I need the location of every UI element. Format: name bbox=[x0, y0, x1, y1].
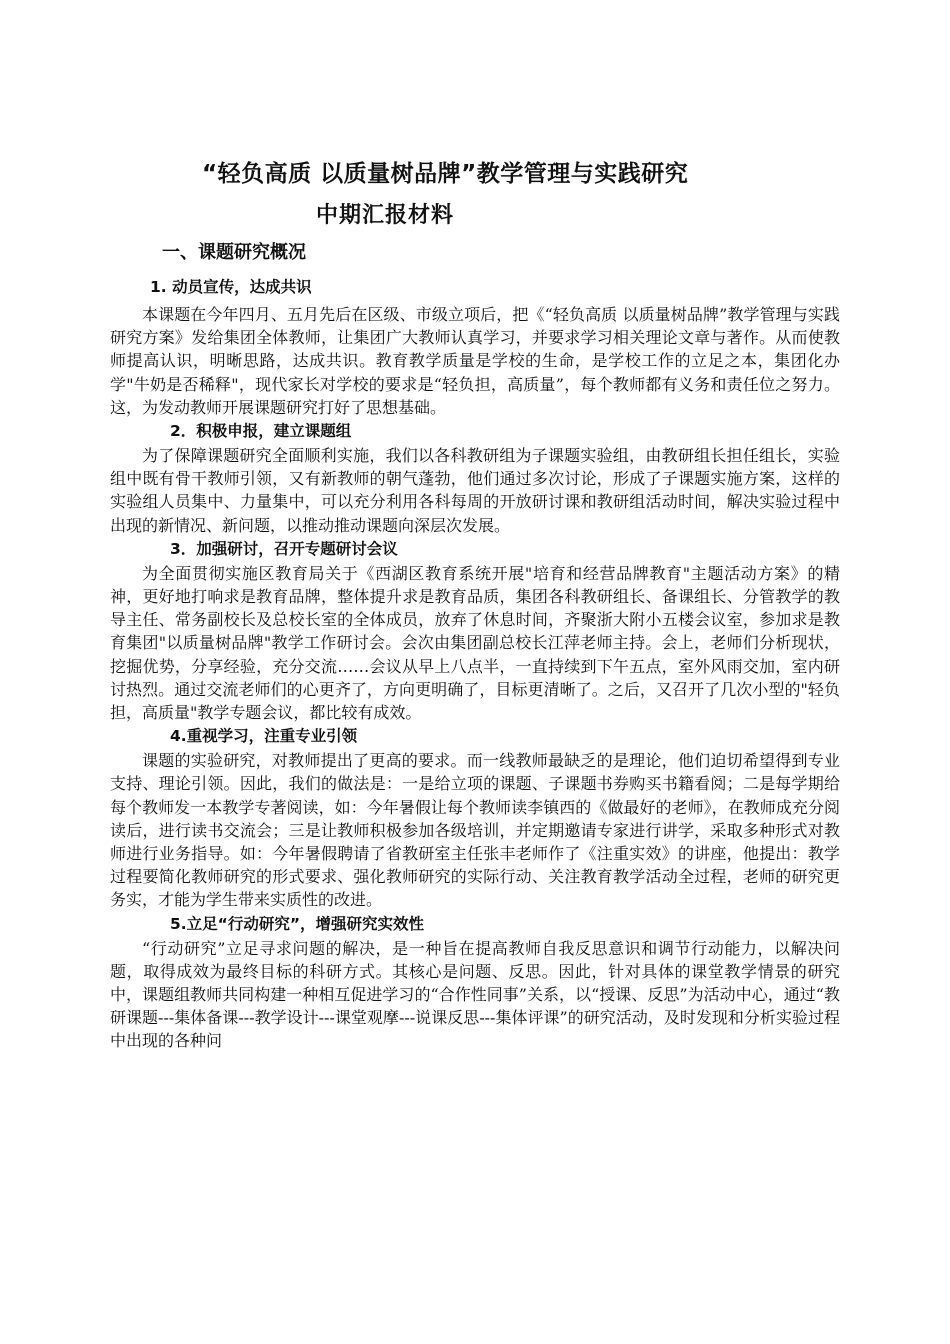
subsection-4-heading: 4.重视学习，注重专业引领 bbox=[170, 727, 358, 746]
subsection-1-heading: 1. 动员宣传，达成共识 bbox=[150, 278, 312, 296]
subsection-5-heading: 5.立足“行动研究”，增强研究实效性 bbox=[170, 914, 425, 933]
subsection-2-heading: 2．积极申报，建立课题组 bbox=[170, 422, 352, 441]
section-heading: 一、课题研究概况 bbox=[162, 242, 306, 263]
subsection-4-body: 课题的实验研究，对教师提出了更高的要求。而一线教师最缺乏的是理论，他们迫切希望得到专业支持、理论引领。因此，我们的做法是：一是给立项的课题、子课题书券购买书籍看阅；二是每学期给每个教师发一本教学专著阅读，如：今年暑假让每个教师读李镇西的《做最好的老师》，在教师成充分阅读后，进行读书交流会；三是让教师积极参加各级培训，并定期邀请专家进行讲学，采取多种形式对教师进行业务指导。如：今年暑假聘请了省教研室主任张丰老师作了《注重实效》的讲座，他提出：教学过程要简化教师研究的形式要求、强化教师研究的实际行动、关注教育教学活动全过程，老师的研究更务实，才能为学生带来实质性的改进。 bbox=[110, 751, 840, 910]
subsection-1-body: 本课题在今年四月、五月先后在区级、市级立项后，把《“轻负高质 以质量树品牌”教学管理与实践研究方案》发给集团全体教师，让集团广大教师认真学习，并要求学习相关理论文章与著作。从而使教师提高认识，明晰思路，达成共识。教育教学质量是学校的生命，是学校工作的立足之本，集团化办学"牛奶是否稀释"，现代家长对学校的要求是“轻负担，高质量”，每个教师都有义务和责任位之努力。这，为发动教师开展课题研究打好了思想基础。 bbox=[110, 305, 840, 417]
document-subtitle: 中期汇报材料 bbox=[316, 203, 455, 228]
subsection-2-body: 为了保障课题研究全面顺利实施，我们以各科教研组为子课题实验组，由教研组长担任组长，实验组中既有骨干教师引领，又有新教师的朝气蓬勃，他们通过多次讨论，形成了子课题实施方案，这样的实验组人员集中、力量集中，可以充分利用各科每周的开放研讨课和教研组活动时间，解决实验过程中出现的新情况、新问题，以推动推动课题向深层次发展。 bbox=[110, 446, 840, 535]
document-title: “轻负高质 以质量树品牌”教学管理与实践研究 bbox=[202, 161, 689, 187]
subsection-5-body: “行动研究”立足寻求问题的解决，是一种旨在提高教师自我反思意识和调节行动能力，以解决问题，取得成效为最终目标的科研方式。其核心是问题、反思。因此，针对具体的课堂教学情景的研究中，课题组教师共同构建一种相互促进学习的“合作性同事”关系，以“授课、反思”为活动中心，通过“教研课题---集体备课---教学设计---课堂观摩---说课反思---集体评课”的研究活动，及时发现和分析实验过程中出现的各种问 bbox=[110, 938, 840, 1051]
subsection-3-heading: 3．加强研讨，召开专题研讨会议 bbox=[170, 539, 398, 558]
subsection-3-body: 为全面贯彻实施区教育局关于《西湖区教育系统开展"培育和经营品牌教育"主题活动方案》的精神，更好地打响求是教育品牌，整体提升求是教育品质，集团各科教研组长、备课组长、分管教学的教导主任、常务副校长及总校长室的全体成员，放弃了休息时间，齐聚浙大附小五楼会议室，参加求是教育集团"以质量树品牌"教学工作研讨会。会次由集团副总校长江萍老师主持。会上，老师们分析现状，挖掘优势，分享经验，充分交流……会议从早上八点半，一直持续到下午五点，室外风雨交加，室内研讨热烈。通过交流老师们的心更齐了，方向更明确了，目标更清晰了。之后，又召开了几次小型的"轻负担，高质量"教学专题会议，都比较有成效。 bbox=[110, 563, 840, 723]
